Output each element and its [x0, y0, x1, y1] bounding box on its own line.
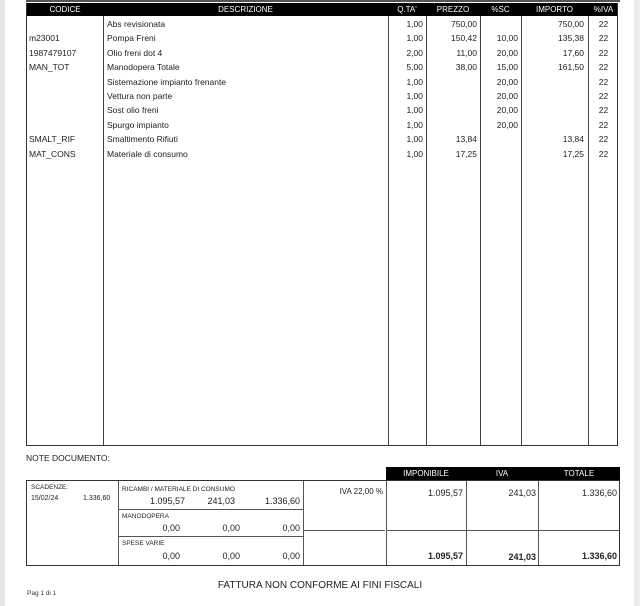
cell-iva: 22	[598, 134, 609, 145]
header-totale: TOTALE	[563, 469, 595, 478]
divider	[466, 481, 467, 565]
ricambi-iva: 241,03	[207, 496, 235, 506]
cell-sconto: 20,00	[496, 119, 518, 130]
header-descrizione: DESCRIZIONE	[218, 5, 273, 14]
divider	[386, 481, 387, 565]
cell-importo: 17,25	[562, 148, 584, 159]
table-row	[27, 62, 617, 77]
items-table-header	[27, 3, 617, 16]
divider	[303, 530, 385, 531]
header-importo: IMPORTO	[535, 5, 574, 14]
divider	[118, 481, 119, 565]
cell-sconto: 20,00	[496, 105, 518, 116]
cell-iva: 22	[598, 76, 609, 87]
header-qta: Q.TA'	[397, 5, 417, 14]
divider	[538, 481, 539, 565]
divider	[118, 509, 303, 510]
ricambi-imponibile: 1.095,57	[149, 496, 185, 506]
cell-sconto: 20,00	[496, 91, 518, 101]
header-iva: %IVA	[593, 5, 614, 14]
cell-qta: 2,00	[406, 47, 423, 58]
header-sconto: %SC	[491, 5, 510, 14]
ricambi-label: RICAMBI / MATERIALE DI CONSUMO	[122, 486, 235, 493]
cell-codice: 1987479107	[29, 47, 77, 58]
spese-varie-totale: 0,00	[282, 551, 300, 561]
cell-descrizione: Vettura non parte	[107, 91, 173, 101]
table-row	[27, 149, 617, 164]
cell-prezzo: 750,00	[451, 19, 477, 29]
cell-descrizione: Olio freni dot 4	[107, 47, 163, 58]
table-row	[27, 105, 617, 120]
cell-sconto: 20,00	[496, 47, 518, 58]
grand-total-iva: 241,03	[508, 552, 536, 562]
manodopera-iva: 0,00	[222, 523, 240, 533]
cell-qta: 1,00	[406, 91, 423, 101]
iva-line-imponibile: 1.095,57	[427, 488, 463, 498]
cell-prezzo: 150,42	[451, 33, 477, 44]
cell-iva: 22	[598, 47, 609, 58]
cell-codice: m23001	[29, 33, 60, 44]
cell-prezzo: 11,00	[456, 47, 477, 58]
cell-importo: 17,60	[562, 47, 584, 58]
summary-box	[26, 480, 620, 566]
manodopera-imponibile: 0,00	[162, 523, 180, 533]
iva-line-totale: 1.336,60	[581, 488, 617, 498]
cell-qta: 1,00	[406, 119, 423, 130]
cell-prezzo: 17,25	[455, 148, 477, 159]
manodopera-totale: 0,00	[282, 523, 300, 533]
spese-varie-iva: 0,00	[222, 551, 240, 561]
cell-prezzo: 38,00	[455, 62, 477, 73]
cell-iva: 22	[598, 62, 609, 73]
page-margin-left	[0, 0, 5, 606]
iva-rate-label: IVA 22,00 %	[339, 487, 383, 496]
note-documento-label: NOTE DOCUMENTO:	[26, 453, 110, 463]
spese-varie-imponibile: 0,00	[162, 551, 180, 561]
cell-codice: MAN_TOT	[29, 62, 70, 73]
cell-iva: 22	[598, 148, 609, 159]
cell-importo: 750,00	[558, 19, 584, 29]
cell-iva: 22	[598, 105, 609, 116]
scadenze-date: 15/02/24	[31, 495, 59, 502]
cell-descrizione: Sost olio freni	[107, 105, 159, 116]
cell-codice: SMALT_RIF	[29, 134, 76, 145]
cell-importo: 135,38	[558, 33, 584, 44]
ricambi-totale: 1.336,60	[264, 496, 300, 506]
manodopera-label: MANODOPERA	[122, 513, 169, 520]
cell-qta: 1,00	[406, 134, 423, 145]
cell-qta: 1,00	[406, 76, 423, 87]
cell-descrizione: Pompa Freni	[107, 33, 156, 44]
cell-descrizione: Sistemazione impianto frenante	[107, 76, 227, 87]
header-prezzo: PREZZO	[436, 5, 470, 14]
cell-sconto: 10,00	[496, 33, 518, 44]
cell-qta: 1,00	[406, 148, 423, 159]
cell-descrizione: Materiale di consumo	[107, 148, 188, 159]
grand-total-imponibile: 1.095,57	[427, 551, 463, 561]
table-row	[27, 120, 617, 135]
cell-qta: 5,00	[406, 62, 423, 73]
cell-iva: 22	[598, 119, 609, 130]
iva-line-iva: 241,03	[508, 488, 536, 498]
table-row	[27, 91, 617, 106]
table-row	[27, 77, 617, 92]
table-row	[27, 19, 617, 34]
scrollbar-track[interactable]	[634, 0, 640, 606]
divider	[386, 530, 619, 531]
cell-sconto: 20,00	[496, 76, 518, 87]
page-number: Pag 1 di 1	[27, 590, 57, 597]
header-codice: CODICE	[49, 5, 81, 14]
header-imponibile: IMPONIBILE	[403, 469, 449, 478]
cell-qta: 1,00	[406, 105, 423, 116]
top-border	[26, 0, 620, 2]
cell-importo: 161,50	[558, 62, 584, 73]
table-row	[27, 33, 617, 48]
divider	[118, 536, 303, 537]
cell-iva: 22	[598, 33, 609, 44]
header-iva-amount: IVA	[495, 469, 509, 478]
cell-descrizione: Smaltimento Rifiuti	[107, 134, 178, 145]
cell-prezzo: 13,84	[455, 134, 477, 145]
cell-descrizione: Manodopera Totale	[107, 62, 180, 73]
cell-importo: 13,84	[562, 134, 584, 145]
cell-iva: 22	[598, 91, 609, 101]
grand-total-totale: 1.336,60	[581, 551, 617, 561]
cell-sconto: 15,00	[496, 62, 518, 73]
cell-iva: 22	[598, 19, 609, 29]
spese-varie-label: SPESE VARIE	[122, 540, 165, 547]
totals-header	[386, 467, 620, 480]
document-disclaimer: FATTURA NON CONFORME AI FINI FISCALI	[217, 580, 423, 591]
items-table	[26, 3, 618, 446]
cell-qta: 1,00	[406, 19, 423, 29]
scadenze-label: SCADENZE:	[31, 484, 69, 491]
scadenze-amount: 1.336,60	[83, 495, 111, 502]
table-row	[27, 48, 617, 63]
cell-qta: 1,00	[406, 33, 423, 44]
cell-descrizione: Spurgo impianto	[107, 119, 169, 130]
table-row	[27, 134, 617, 149]
divider	[303, 481, 304, 565]
cell-descrizione: Abs revisionata	[107, 19, 166, 29]
cell-codice: MAT_CONS	[29, 148, 76, 159]
